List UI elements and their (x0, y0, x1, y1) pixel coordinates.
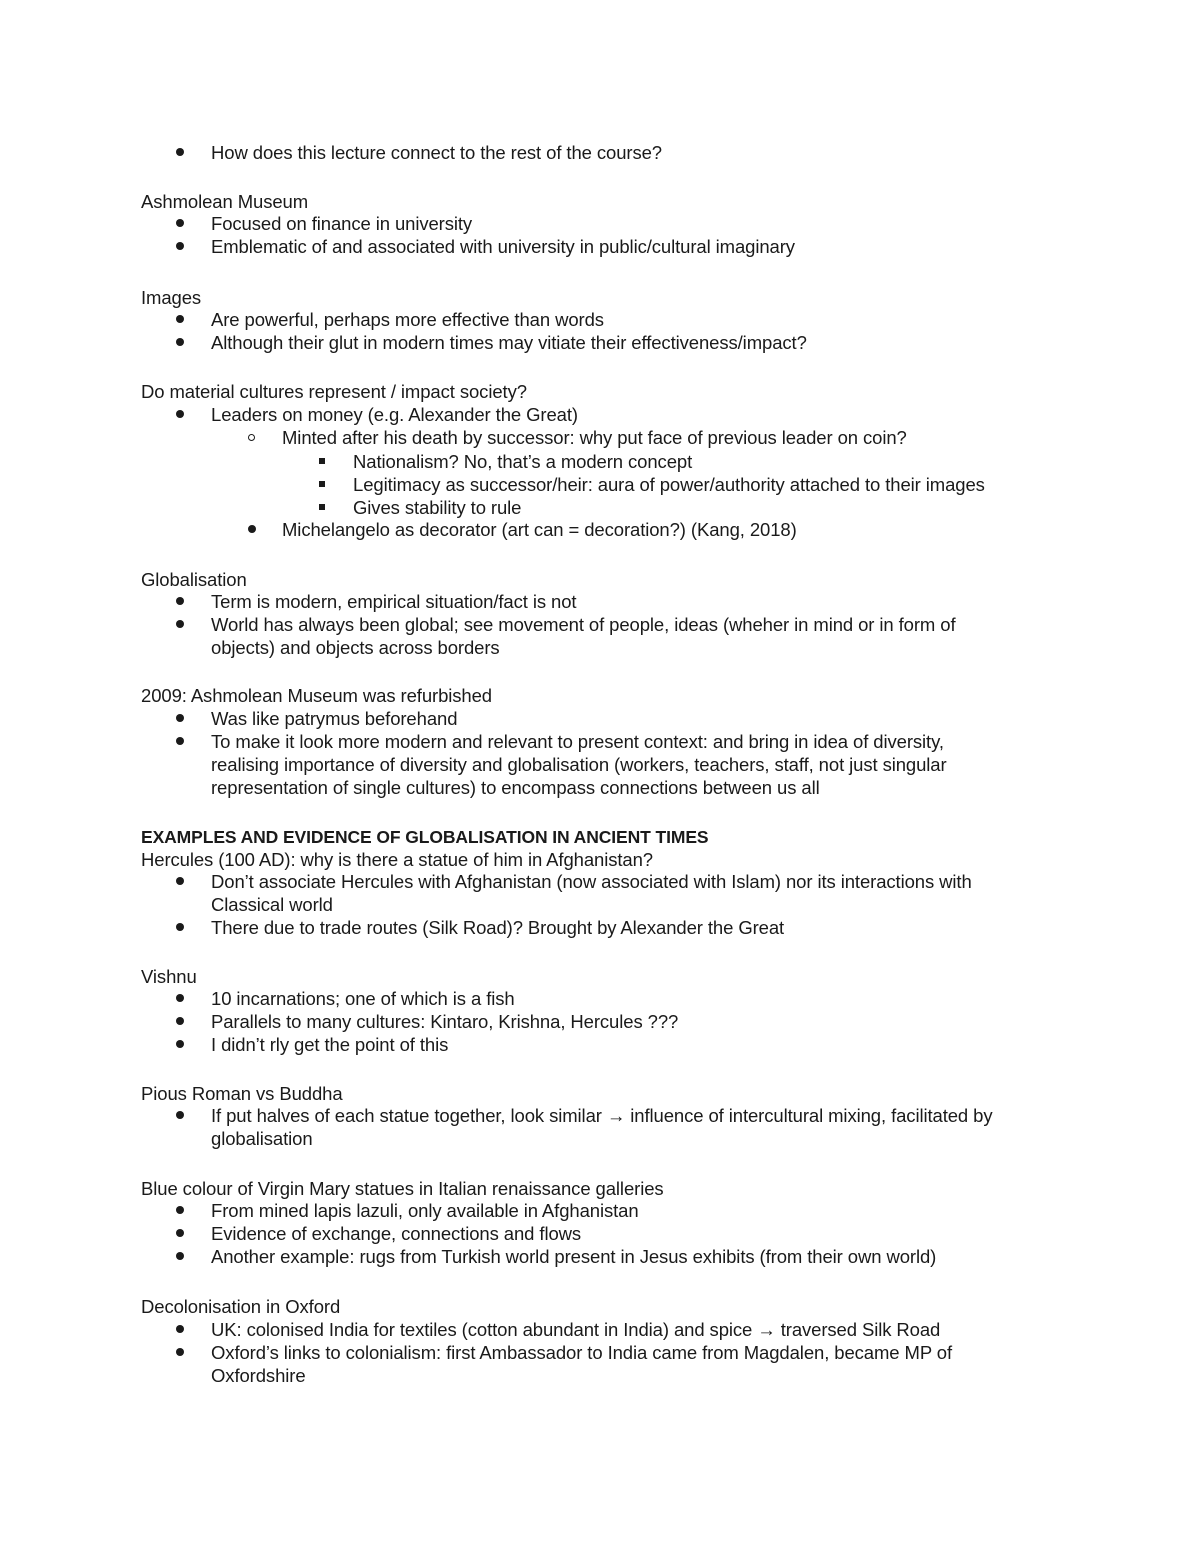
list-item: Parallels to many cultures: Kintaro, Krishna, Hercules ??? (211, 1011, 679, 1032)
bullet-square-icon (319, 458, 325, 464)
bullet-square-icon (319, 504, 325, 510)
bullet-dot-icon (176, 315, 184, 323)
list-item-continuation: globalisation (211, 1128, 313, 1149)
bullet-dot-icon (176, 338, 184, 346)
list-item: From mined lapis lazuli, only available in Afghanistan (211, 1200, 639, 1221)
bullet-dot-icon (176, 923, 184, 931)
section-heading: Ashmolean Museum (141, 191, 309, 212)
section-heading: Images (141, 287, 202, 308)
bullet-dot-icon (176, 1017, 184, 1025)
bullet-dot-icon (176, 994, 184, 1002)
list-item: If put halves of each statue together, look similar → influence of intercultural mixing, facilitated by (211, 1105, 993, 1126)
bullet-dot-icon (176, 1206, 184, 1214)
list-item: To make it look more modern and relevant to present context: and bring in idea of diversity, (211, 731, 944, 752)
list-item: Michelangelo as decorator (art can = decoration?) (Kang, 2018) (282, 519, 797, 540)
section-heading: Do material cultures represent / impact society? (141, 381, 527, 402)
list-item-continuation: Oxfordshire (211, 1365, 306, 1386)
list-item-continuation: Classical world (211, 894, 333, 915)
list-item: Term is modern, empirical situation/fact is not (211, 591, 577, 612)
bullet-dot-icon (176, 148, 184, 156)
list-item: I didn’t rly get the point of this (211, 1034, 449, 1055)
section-heading: Pious Roman vs Buddha (141, 1083, 343, 1104)
bullet-dot-icon (176, 877, 184, 885)
bullet-dot-icon (176, 620, 184, 628)
list-item: Leaders on money (e.g. Alexander the Great) (211, 404, 578, 425)
list-item: 10 incarnations; one of which is a fish (211, 988, 515, 1009)
list-item: Legitimacy as successor/heir: aura of power/authority attached to their images (353, 474, 985, 495)
bullet-dot-icon (176, 1325, 184, 1333)
list-item: Evidence of exchange, connections and flows (211, 1223, 582, 1244)
list-item: Although their glut in modern times may vitiate their effectiveness/impact? (211, 332, 807, 353)
section-heading: 2009: Ashmolean Museum was refurbished (141, 685, 492, 706)
section-heading: Blue colour of Virgin Mary statues in Italian renaissance galleries (141, 1178, 664, 1199)
list-item: Focused on finance in university (211, 213, 473, 234)
list-item: Was like patrymus beforehand (211, 708, 458, 729)
list-item-continuation: representation of single cultures) to encompass connections between us all (211, 777, 820, 798)
list-item: UK: colonised India for textiles (cotton abundant in India) and spice → traversed Silk Road (211, 1319, 941, 1340)
bullet-dot-icon (176, 714, 184, 722)
bullet-circle-icon (248, 434, 255, 441)
bullet-dot-icon (176, 597, 184, 605)
bullet-dot-icon (176, 1229, 184, 1237)
section-heading: Vishnu (141, 966, 197, 987)
bullet-dot-icon (176, 737, 184, 745)
list-item-continuation: realising importance of diversity and globalisation (workers, teachers, staff, not just singular (211, 754, 947, 775)
list-item: Another example: rugs from Turkish world present in Jesus exhibits (from their own world) (211, 1246, 937, 1267)
bullet-dot-icon (248, 525, 256, 533)
list-item: World has always been global; see movement of people, ideas (wheher in mind or in form of (211, 614, 956, 635)
list-item: Nationalism? No, that’s a modern concept (353, 451, 693, 472)
bullet-square-icon (319, 481, 325, 487)
list-item: Oxford’s links to colonialism: first Ambassador to India came from Magdalen, became MP of (211, 1342, 953, 1363)
list-item: Gives stability to rule (353, 497, 522, 518)
bullet-dot-icon (176, 1252, 184, 1260)
list-item: Emblematic of and associated with university in public/cultural imaginary (211, 236, 795, 257)
list-item: Minted after his death by successor: why put face of previous leader on coin? (282, 427, 907, 448)
bullet-dot-icon (176, 1348, 184, 1356)
bullet-dot-icon (176, 242, 184, 250)
section-heading: Hercules (100 AD): why is there a statue of him in Afghanistan? (141, 849, 653, 870)
bullet-dot-icon (176, 219, 184, 227)
list-item: Don’t associate Hercules with Afghanistan (now associated with Islam) nor its interactions with (211, 871, 972, 892)
section-heading: Decolonisation in Oxford (141, 1296, 341, 1317)
bullet-dot-icon (176, 410, 184, 418)
section-heading: Globalisation (141, 569, 247, 590)
list-item: There due to trade routes (Silk Road)? Brought by Alexander the Great (211, 917, 785, 938)
list-item: Are powerful, perhaps more effective than words (211, 309, 604, 330)
list-item-continuation: objects) and objects across borders (211, 637, 500, 658)
bullet-dot-icon (176, 1040, 184, 1048)
section-title: EXAMPLES AND EVIDENCE OF GLOBALISATION IN ANCIENT TIMES (141, 827, 709, 847)
bullet-dot-icon (176, 1111, 184, 1119)
list-item: How does this lecture connect to the rest of the course? (211, 142, 662, 163)
